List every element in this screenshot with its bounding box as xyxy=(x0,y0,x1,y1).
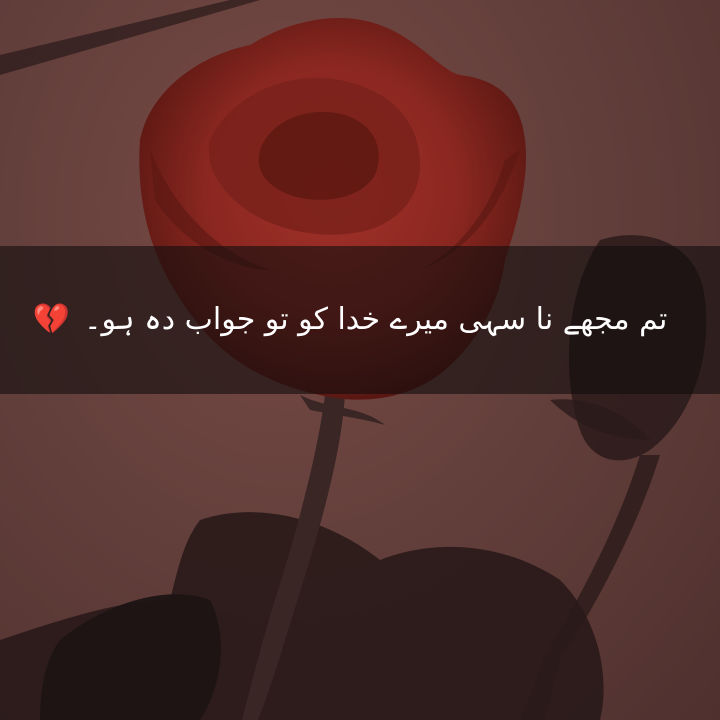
urdu-caption xyxy=(33,302,668,338)
leaf-dark-left xyxy=(40,594,221,720)
caption-band xyxy=(0,246,720,394)
caption-text: تم مجھے نا سہی میرے خدا کو تو جواب دہ ہو۔ xyxy=(83,302,668,337)
broken-heart-icon: 💔 xyxy=(32,302,70,337)
